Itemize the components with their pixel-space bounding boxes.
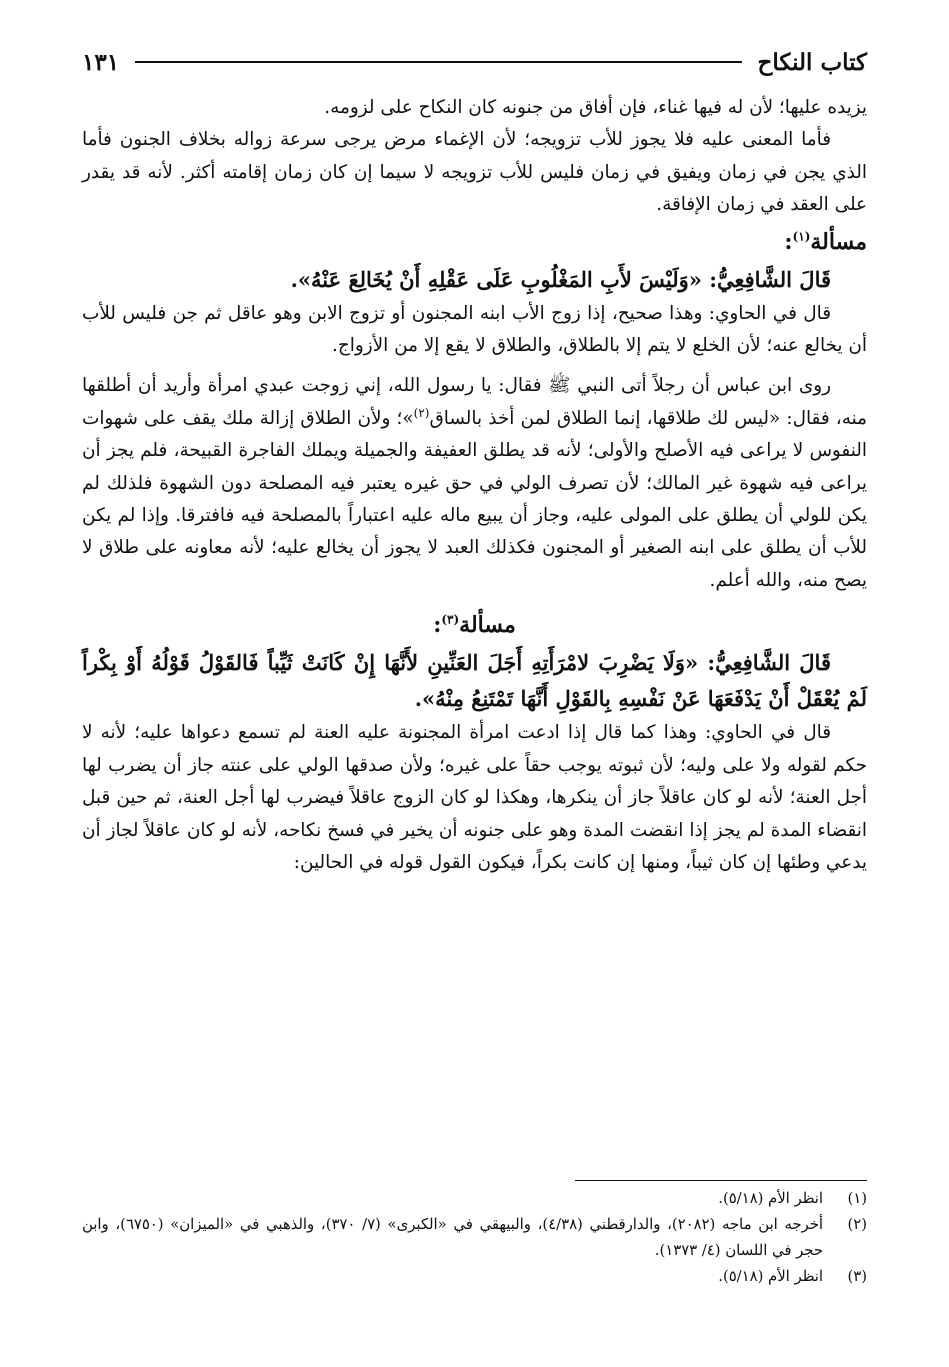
footnote-1 [82,1186,867,1212]
footnote-3 [82,1264,867,1290]
chapter-title: كتاب النكاح [757,48,867,76]
masala-heading-2 [82,605,867,645]
page-header [82,44,867,80]
footnote-number: (١) [847,1190,867,1207]
masala-colon: : [784,228,793,255]
paragraph-3: قال في الحاوي: وهذا صحيح، إذا زوج الأب ابنه المجنون أو تزوج الابن وهو عاقل ثم جن فليس للأب أن يخالع عنه؛ لأن الخلع لا يتم إلا بالطلاق، والطلاق لا يقع إلا من الأزواج. [82,302,867,357]
paragraph-4-part-a: روى ابن عباس أن رجلاً أتى النبي ﷺ فقال: يا رسول الله، إني زوجت عبدي امرأة وأريد أن أطلقها منه، فقال: «ليس لك طلاقها، إنما الطلاق لمن أخذ بالساق [82,375,867,429]
shafii-quote-2: قَالَ الشَّافِعِيُّ: «وَلَا يَضْرِبَ لامْرَأَتِهِ أَجَلَ العَنِّينِ لأَنَّهَا إِنْ كَانَتْ ثَيِّباً فَالقَوْلُ قَوْلُهُ أَوْ بِكْراً لَمْ يُعْقَلْ أَنْ يَدْفَعَهَا عَنْ نَفْسِهِ بِالقَوْلِ أَنَّهَا تَمْتَنِعُ مِنْهُ». [82,650,867,712]
footnote-number: (٢) [847,1216,867,1233]
footnote-number: (٣) [847,1268,867,1285]
footnote-text: انظر الأم (٥/١٨). [718,1268,823,1285]
footnote-text: انظر الأم (٥/١٨). [718,1190,823,1207]
paragraph-2: فأما المعنى عليه فلا يجوز للأب تزويجه؛ لأن الإغماء مرض يرجى سرعة زواله بخلاف الجنون فأما الذي يجن في زمان ويفيق في زمان فليس للأب تزويجه لا سيما إن كان زمان إقامته أكثر. لأنه قد يقدر على العقد في زمان الإفاقة. [82,129,867,216]
masala-heading-1 [82,222,867,262]
paragraph-5: قال في الحاوي: وهذا كما قال إذا ادعت امرأة المجنونة عليه العنة لم تسمع دعواها عليه؛ لأنه لا حكم لقوله ولا على وليه؛ لأن ثبوته يوجب حقاً على غيره؛ ولأن صدقها الولي على عنته جاز أن يضرب لها أجل العنة؛ لأنه لو كان عاقلاً جاز أن ينكرها، وهكذا لو كان الزوج عاقلاً فيضرب لها أجل العنة، ثم حين قبل انقضاء المدة لم يجز إذا انقضت المدة وهو على جنونه أن يخير في فسخ نكاحه، لأنه لو كان عاقلاً لجاز أن يدعي وطئها إن كان ثيباً، ومنها إن كانت بكراً، فيكون القول قوله في الحالين: [82,722,867,873]
masala-colon: : [433,612,442,639]
footnote-text: أخرجه ابن ماجه (٢٠٨٢)، والدارقطني (٤/٣٨)، والبيهقي في «الكبرى» (٧/ ٣٧٠)، والذهبي في «الميزان» (٦٧٥٠)، وابن حجر في اللسان (٤/ ١٣٧٣). [82,1216,823,1259]
page-body [82,92,867,879]
page-number: ١٣١ [82,48,120,76]
masala-label: مسألة [459,612,516,639]
footnotes [82,1172,867,1290]
header-rule [135,61,741,63]
footnote-ref-1: (١) [792,229,811,244]
paragraph-1: يزيده عليها؛ لأن له فيها غناء، فإن أفاق من جنونه كان النكاح على لزومه. [324,97,867,118]
masala-label: مسألة [810,228,867,255]
paragraph-4-part-b: »؛ ولأن الطلاق إزالة ملك يقف على شهوات النفوس لا يراعى فيه الأصلح والأولى؛ لأنه قد يطلق العفيفة والجميلة ويملك الفاجرة القبيحة، فلم يجز أن يراعى فيه شهوة غير المالك؛ لأن تصرف الولي في حق غيره يعتبر فيه المصلحة دون الشهوة فلذلك لم يكن للولي أن يطلق على المولى عليه، وجاز أن يبيع ماله عليه اعتباراً بالمصلحة فيه فافترقا. وإذا لم يكن للأب أن يطلق على ابنه الصغير أو المجنون فكذلك العبد لا يجوز أن يخالع عليه؛ لأنه معاونه على طلاق لا يصح منه، والله أعلم. [82,407,867,591]
footnote-2 [82,1212,867,1264]
footnote-ref-2: (٢) [413,405,430,420]
shafii-quote-1: قَالَ الشَّافِعِيُّ: «وَلَيْسَ لأَبِ المَغْلُوبِ عَلَى عَقْلِهِ أَنْ يُخَالِعَ عَنْهُ». [290,266,831,292]
footnote-ref-3: (٣) [441,612,460,627]
paragraph-4 [82,370,867,597]
